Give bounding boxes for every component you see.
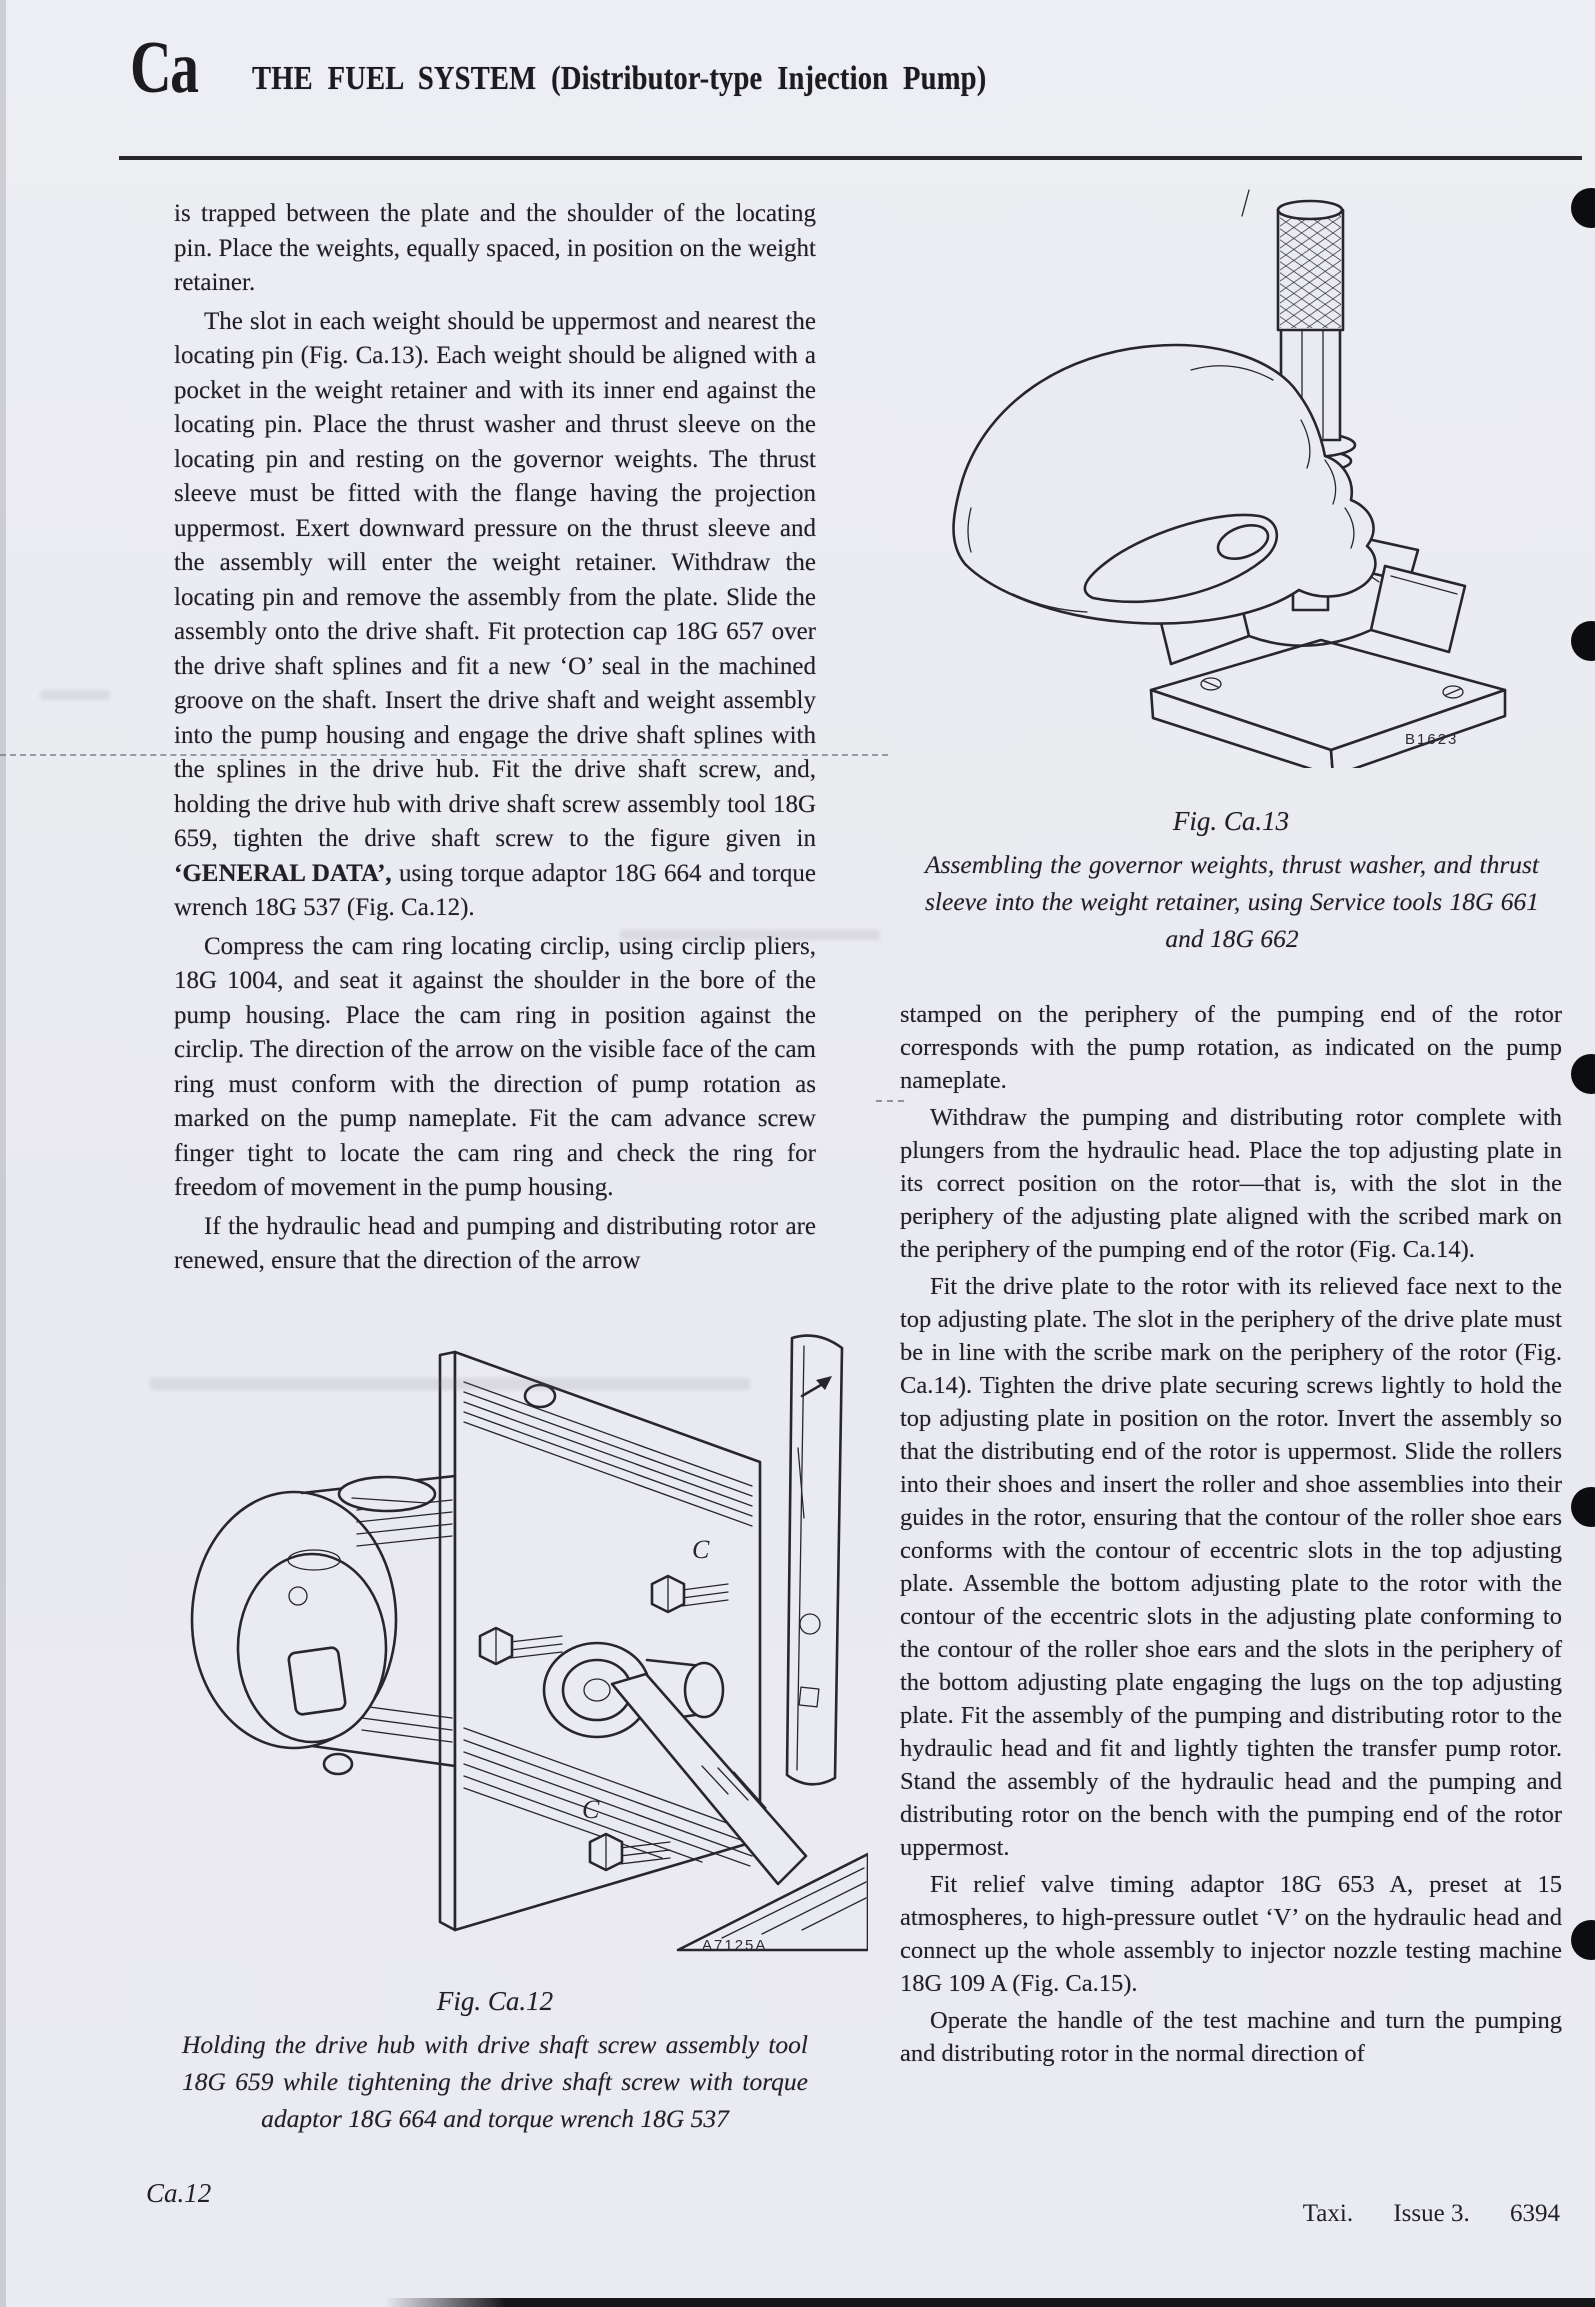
paragraph: Compress the cam ring locating circlip, using circlip pliers, 18G 1004, and seat it against the shoulder in the bore of the pump housing. Place the cam ring in position against the circlip. The direction of the arrow on the visible face of the cam ring must conform with the direction of pump rotation as marked on the pump nameplate. Fit the cam advance screw finger tight to locate the cam ring and check the ring for freedom of movement in the pump housing. [174,932,816,1201]
section-code: Ca [130,27,198,109]
paragraph [174,305,816,926]
paragraph: stamped on the periphery of the pumping end of the rotor corresponds with the pump rotation, as indicated on the pump nameplate. [900,1001,1562,1094]
page-edge-shadow [385,2298,1595,2307]
base-plate [1151,640,1505,768]
issue-line [900,2200,1560,2228]
fold-line-artifact [0,754,888,756]
right-column [900,998,1562,2070]
page-title: THE FUEL SYSTEM (Distributor-type Injection Pump) [252,60,987,97]
torque-wrench-bar [787,1336,842,1785]
paragraph: Operate the handle of the test machine and turn the pumping and distributing rotor in the normal direction of [900,2007,1562,2067]
paragraph: Fit the drive plate to the rotor with its relieved face next to the top adjusting plate. The slot in the periphery of the drive plate must be in line with the scribe mark on the periphery of the rotor (Fig. Ca.14). Tighten the drive plate securing screws lightly to hold the top adjusting plate in position on the rotor. Invert the assembly so that the distributing end of the rotor is uppermost. Slide the rollers into their shoes and insert the roller and shoe assemblies into their guides in the rotor, ensuring that the contour of the roller shoe ears conforms with the contour of eccentric slots in the top adjusting plate. Assemble the bottom adjusting plate to the rotor with the contour of the eccentric slots in the adjusting plate conforming to the contour of the roller shoe ears and the slots in the periphery of the bottom adjusting plate engaging the lugs on the top adjusting plate. Fit the assembly of the pumping and distributing rotor to the hydraulic head and fit and lightly tighten the transfer pump rotor. Stand the assembly of the hydraulic head and the pumping and distributing rotor on the bench with the pumping end of the rotor uppermost. [900,1273,1562,1861]
fig-ca12-illustration [142,1298,868,1958]
binder-hole-artifact [1571,1487,1595,1527]
binder-hole-artifact [1571,621,1595,661]
plate-mark-c: C [582,1795,600,1824]
paragraph: If the hydraulic head and pumping and distributing rotor are renewed, ensure that the direction of the arrow [174,1212,816,1274]
binder-hole-artifact [1571,188,1595,228]
paragraph-text: using torque adaptor 18G 664 and torque wrench 18G 537 (Fig. Ca.12). [174,859,816,921]
issue-line-part: 6394 [1510,2200,1560,2227]
plate-mark-c: C [692,1535,710,1564]
header-rule [119,156,1582,160]
left-column [174,197,816,1279]
scan-smudge [620,930,880,940]
page-number: Ca.12 [146,2178,212,2208]
fig-ca12-caption: Holding the drive hub with drive shaft screw assembly tool 18G 659 while tightening the drive shaft screw with torque adaptor 18G 664 and torque wrench 18G 537 [182,2030,808,2133]
pump-housing [192,1476,455,1774]
binder-hole-artifact [1571,1054,1595,1094]
fig-ca13-title: Fig. Ca.13 [1172,806,1290,836]
paragraph: Fit relief valve timing adaptor 18G 653 A, preset at 15 atmospheres, to high-pressure outlet ‘V’ on the hydraulic head and connect up the whole assembly to injector nozzle testing machine 18G 109 A (Fig. Ca.15). [900,1871,1562,1997]
issue-line-part: Taxi. [1302,2200,1354,2227]
scan-smudge [40,690,110,700]
pin-mark [1242,190,1249,216]
fig-ca13-caption: Assembling the governor weights, thrust washer, and thrust sleeve into the weight retainer, using Service tools 18G 661 and 18G 662 [925,850,1539,953]
binder-hole-artifact [1571,1920,1595,1960]
fold-line-artifact [876,1100,904,1102]
scan-smudge [150,1378,750,1390]
fig-ca12-plate-number: A7125A [702,1937,768,1954]
fig-ca13-illustration [893,178,1565,768]
fig-ca12-title: Fig. Ca.12 [436,1986,554,2016]
paragraph-text: The slot in each weight should be uppermost and nearest the locating pin (Fig. Ca.13). Each weight should be aligned with a pocket in the weight retainer and with its inner end against the locating pin. Place the thrust washer and thrust sleeve on the locating pin and resting on the governor weights. The thrust sleeve must be fitted with the flange having the projection uppermost. Exert downward pressure on the thrust sleeve and the assembly will enter the weight retainer. Withdraw the locating pin and remove the assembly from the plate. Slide the assembly onto the drive shaft. Fit protection cap 18G 657 over the drive shaft splines and fit a new ‘O’ seal in the machined groove on the shaft. Insert the drive shaft and weight assembly into the pump housing and engage the drive shaft splines with the splines in the drive hub. Fit the drive shaft screw, and, holding the drive hub with drive shaft screw assembly tool 18G 659, tighten the drive shaft screw to the figure given in [174,307,816,852]
general-data-reference: ‘GENERAL DATA’, [174,859,392,887]
page-edge-shadow [0,0,6,2307]
paragraph: Withdraw the pumping and distributing rotor complete with plungers from the hydraulic head. Place the top adjusting plate in its correct position on the rotor—that is, with the slot in the periphery of the adjusting plate aligned with the scribed mark on the periphery of the pumping end of the rotor (Fig. Ca.14). [900,1104,1562,1263]
issue-line-part: Issue 3. [1393,2200,1470,2227]
paragraph: is trapped between the plate and the shoulder of the locating pin. Place the weights, equally spaced, in position on the weight retainer. [174,200,816,296]
fig-ca13-plate-number: B1623 [1405,731,1459,748]
